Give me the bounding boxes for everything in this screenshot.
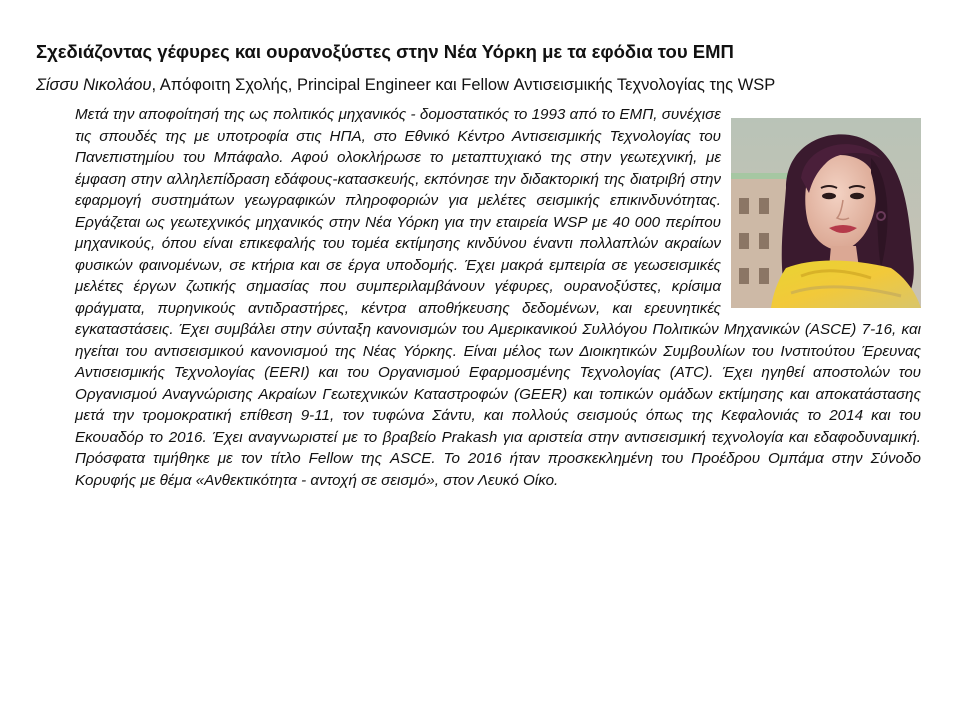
biography [75,104,921,491]
page-title: Σχεδιάζοντας γέφυρες και ουρανοξύστες στην Νέα Υόρκη με τα εφόδια του ΕΜΠ [36,41,734,62]
author-line [36,76,775,95]
author-role: , Απόφοιτη Σχολής, Principal Engineer και Fellow Αντισεισμικής Τεχνολογίας της WSP [151,76,776,94]
portrait-image [731,118,921,308]
biography-text: Μετά την αποφοίτησή της ως πολιτικός μηχανικός - δομοστατικός το 1993 από το ΕΜΠ, συνέχισε τις σπουδές της με υποτροφία στις ΗΠΑ, στο Εθνικό Κέντρο Αντισεισμικής Τεχνολογίας του Πανεπιστημίου του Μπάφαλο. Αφού ολοκλήρωσε το μεταπτυχιακό της στην γεωτεχνική, με έμφαση στην αλληλεπίδραση εδάφους-κατασκευής, εκπόνησε την διδακτορική της διατριβή στην εφαρμογή συστημάτων γεωγραφικών πληροφοριών για μελέτες σεισμικής επικινδυνότητας. Εργάζεται ως γεωτεχνικός μηχανικός στην Νέα Υόρκη για την εταιρεία WSP με 40 000 περίπου μηχανικούς, όπου είναι επικεφαλής του τομέα εκτίμησης κινδύνου έναντι πολλαπλών ακραίων φυσικών φαινομένων, σε κτήρια και σε έργα υποδομής. Έχει μακρά εμπειρία σε γεωσεισμικές μελέτες έργων ζωτικής σημασίας που συμπεριλαμβάνουν γέφυρες, ουρανοξύστες, κρίσιμα φράγματα, πυρηνικούς αντιδραστήρες, κέντρα αποθήκευσης δεδομένων, και ερευνητικές εγκαταστάσεις. Έχει συμβάλει στην σύνταξη κανονισμών του Αμερικανικού Συλλόγου Πολιτικών Μηχανικών (ASCE) 7-16, και ηγείται του αντισεισμικού κανονισμού της Νέας Υόρκης. Είναι μέλος των Διοικητικών Συμβουλίων του Ινστιτούτου Έρευνας Αντισεισμικής Τεχνολογίας (EERI) και του Οργανισμού Εφαρμοσμένης Τεχνολογίας (ATC). Έχει ηγηθεί αποστολών του Οργανισμού Αναγνώρισης Ακραίων Γεωτεχνικών Καταστροφών (GEER) και τοπικών ομάδων εκτίμησης και αποκατάστασης μετά την τρομοκρατική επίθεση 9-11, τον τυφώνα Σάντυ, και πολλούς σεισμούς όπως της Κεφαλονιάς το 2014 και του Εκουαδόρ το 2016. Έχει αναγνωριστεί με το βραβείο Prakash για αριστεία στην αντισεισμική τεχνολογία και εδαφοδυναμική. Πρόσφατα τιμήθηκε με τον τίτλο Fellow της ASCE. Το 2016 ήταν προσκεκλημένη του Προέδρου Ομπάμα στην Σύνοδο Κορυφής με θέμα «Ανθεκτικότητα - αντοχή σε σεισμό», στον Λευκό Οίκο. [75,106,921,489]
portrait-photo [731,118,921,308]
author-name: Σίσσυ Νικολάου [36,76,152,94]
